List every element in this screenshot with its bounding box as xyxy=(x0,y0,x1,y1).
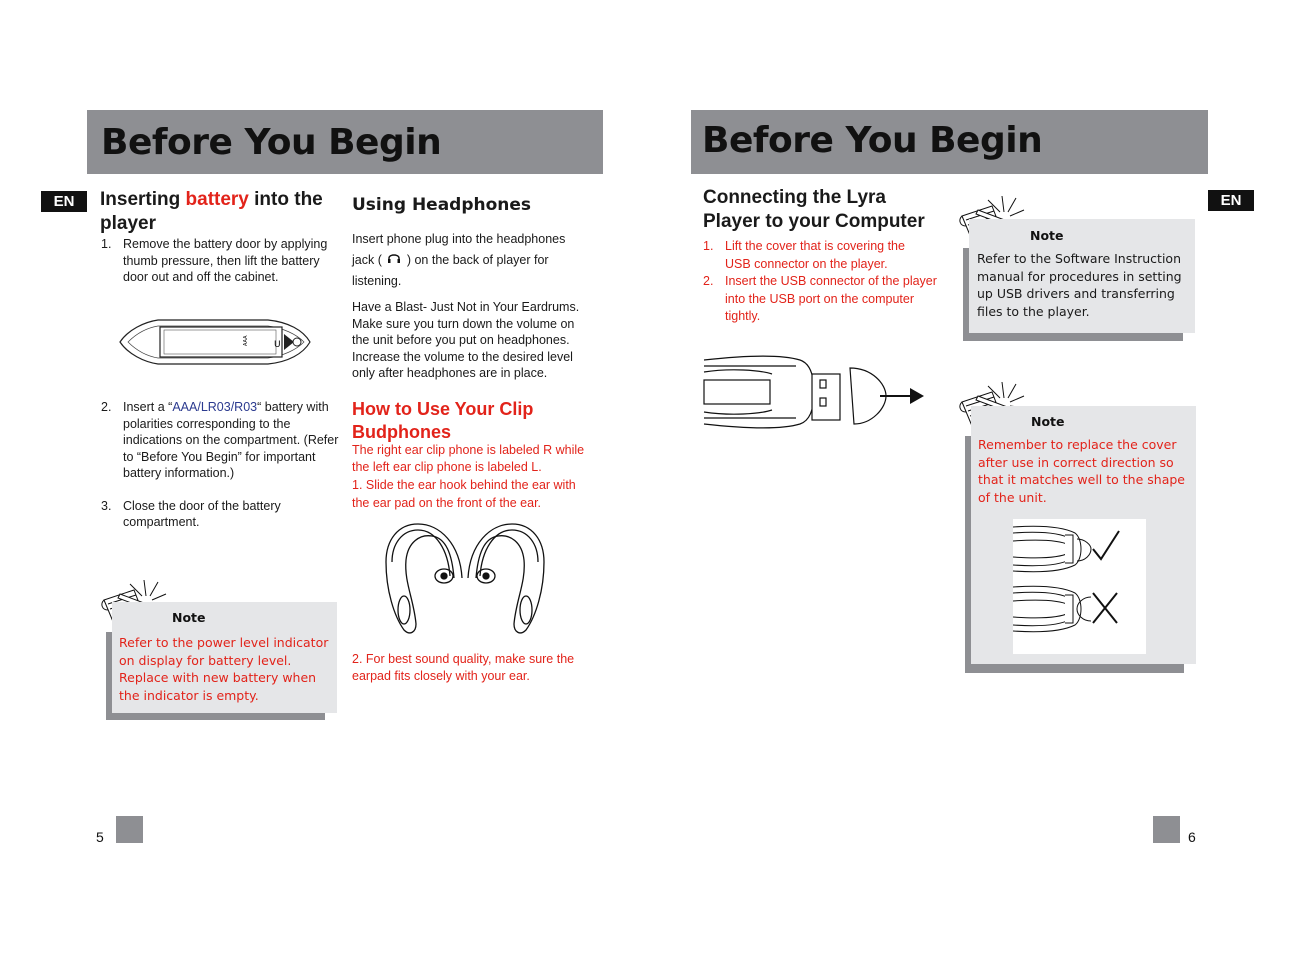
battery-highlight: battery xyxy=(185,189,249,210)
right-page-title: Before You Begin xyxy=(702,120,1043,161)
connecting-step-2: 2. Insert the USB connector of the player into the USB port on the computer tightly. xyxy=(703,274,937,323)
budphones-heading: How to Use Your Clip Budphones xyxy=(352,399,534,442)
left-lang-badge: EN xyxy=(41,191,87,212)
battery-type: AAA/LR03/R03 xyxy=(172,400,258,414)
right-page-marker xyxy=(1153,816,1180,843)
headphones-para1: Insert phone plug into the headphones jack ( ) on the back of player for listening. xyxy=(352,232,566,288)
left-page-marker xyxy=(116,816,143,843)
right-note2-text: Remember to replace the cover after use in correct direction so that it matches well to the shape of the unit. xyxy=(978,437,1185,505)
connecting-heading: Connecting the Lyra Player to your Computer xyxy=(703,187,925,232)
arrow-right-icon xyxy=(910,388,924,404)
left-note-text: Refer to the power level indicator on display for battery level. Replace with new battery when the indicator is empty. xyxy=(119,635,329,703)
right-banner xyxy=(691,110,1208,174)
headphones-heading: Using Headphones xyxy=(352,195,532,215)
battery-step-2: 2. Insert a “AAA/LR03/R03“ battery with polarities corresponding to the indications on the compartment. (Refer to “Before You Begin” for important battery information.) xyxy=(101,400,339,480)
battery-step-3: 3. Close the door of the battery compartment. xyxy=(101,498,281,529)
player-battery-illustration xyxy=(118,314,312,370)
usb-connector-illustration xyxy=(700,352,928,432)
right-note1-title: Note xyxy=(1030,228,1064,243)
right-note1-text: Refer to the Software Instruction manual for procedures in setting up USB drivers and transferring files to the player. xyxy=(977,251,1182,319)
ear-clip-headphones-illustration xyxy=(380,520,550,636)
connecting-steps xyxy=(703,238,939,326)
right-page-number: 6 xyxy=(1188,829,1196,845)
inserting-battery-heading: Inserting battery into the player xyxy=(100,189,323,234)
headphone-jack-icon xyxy=(385,251,403,265)
svg-text:AAA: AAA xyxy=(243,335,249,346)
budphones-text3: 2. For best sound quality, make sure the earpad fits closely with your ear. xyxy=(352,652,575,683)
connecting-step-1: 1. Lift the cover that is covering the USB connector on the player. xyxy=(703,239,905,271)
battery-steps-1 xyxy=(101,236,337,286)
right-lang-badge: EN xyxy=(1208,190,1254,211)
left-banner xyxy=(87,110,603,174)
battery-steps-2 xyxy=(101,399,339,531)
headphones-para2: Have a Blast- Just Not in Your Eardrums. Make sure you turn down the volume on the unit before you put on headphones. Increase the volume to the desired level only after headphones are in place. xyxy=(352,300,580,380)
budphones-text1: The right ear clip phone is labeled R while the left ear clip phone is labeled L. xyxy=(352,443,585,474)
left-note-title: Note xyxy=(172,610,206,625)
battery-step-1: 1. Remove the battery door by applying thumb pressure, then lift the battery door out and off the cabinet. xyxy=(101,237,328,284)
left-page-title: Before You Begin xyxy=(101,122,442,163)
svg-text:U: U xyxy=(274,340,281,350)
budphones-text2: 1. Slide the ear hook behind the ear with the ear pad on the front of the ear. xyxy=(352,478,576,510)
left-page-number: 5 xyxy=(96,829,104,845)
right-note2-title: Note xyxy=(1031,414,1065,429)
cover-orientation-illustration xyxy=(1013,519,1146,654)
